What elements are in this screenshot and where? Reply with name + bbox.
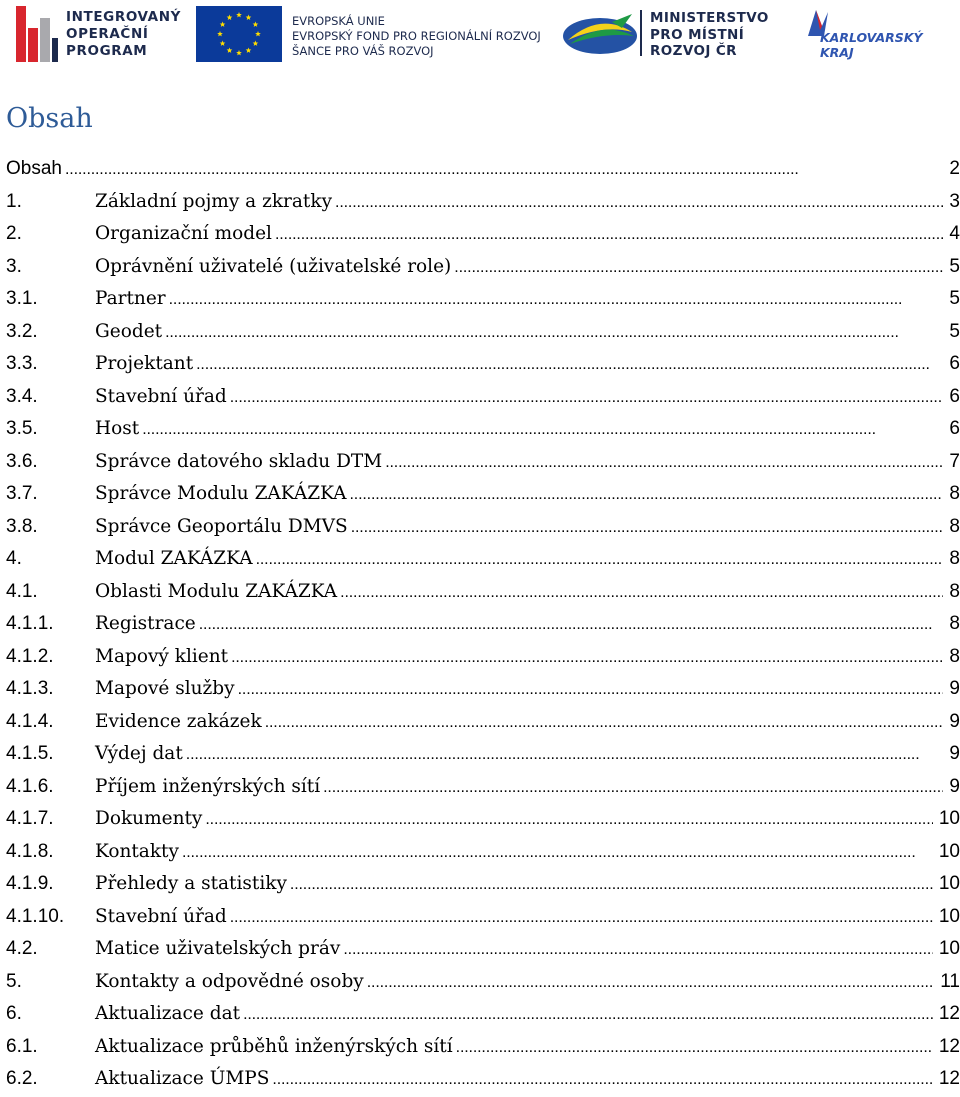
toc-dot-leader [65, 154, 943, 187]
toc-entry-number: 3. [6, 255, 22, 277]
toc-entry[interactable] [6, 998, 960, 1031]
toc-entry-number: 4. [6, 548, 22, 569]
toc-entry-number: 4.1.2. [6, 645, 54, 667]
toc-dot-leader [351, 512, 944, 545]
toc-dot-leader [205, 804, 932, 837]
toc-entry[interactable] [6, 446, 960, 479]
toc-entry-title: Správce Modulu ZAKÁZKA [95, 483, 347, 504]
toc-entry-page: 12 [938, 1068, 960, 1089]
toc-entry[interactable] [6, 608, 960, 641]
mmr-logo [560, 4, 795, 64]
toc-entry[interactable] [6, 218, 960, 251]
toc-entry-number: Obsah [6, 158, 62, 179]
iop-line-1: INTEGROVANÝ [66, 9, 181, 25]
toc-entry-page: 9 [949, 775, 960, 797]
toc-entry-number: 3.6. [6, 450, 38, 472]
toc-entry-title: Partner [95, 288, 166, 309]
toc-dot-leader [199, 609, 944, 642]
toc-entry[interactable] [6, 186, 960, 219]
toc-entry[interactable] [6, 153, 960, 186]
toc-entry-number: 5. [6, 970, 22, 992]
toc-entry-title: Projektant [95, 353, 194, 374]
toc-dot-leader [343, 934, 933, 967]
toc-entry[interactable] [6, 868, 960, 901]
toc-entry-title: Mapový klient [95, 645, 229, 667]
toc-dot-leader [454, 252, 943, 285]
toc-entry[interactable] [6, 478, 960, 511]
toc-entry[interactable] [6, 836, 960, 869]
toc-entry-title: Mapové služby [95, 678, 235, 699]
iop-line-2: OPERAČNÍ [66, 26, 149, 42]
toc-dot-leader [335, 187, 943, 220]
kk-line-2: KRAJ [820, 45, 854, 60]
toc-entry-number: 4.1.8. [6, 840, 54, 862]
toc-entry-title: Matice uživatelských práv [95, 938, 341, 959]
toc-entry-page: 6 [949, 418, 960, 439]
toc-entry-title: Příjem inženýrských sítí [95, 775, 321, 797]
toc-entry[interactable] [6, 316, 960, 349]
mmr-line-2: PRO MÍSTNÍ [650, 26, 745, 43]
toc-entry-page: 9 [949, 710, 960, 732]
iop-emblem-icon [14, 6, 58, 62]
eu-logo [196, 6, 546, 62]
toc-entry-title: Stavební úřad [95, 905, 227, 927]
toc-dot-leader [182, 837, 933, 870]
mmr-line-1: MINISTERSTVO [650, 10, 769, 26]
toc-entry-page: 5 [949, 320, 960, 342]
toc-entry-title: Geodet [95, 320, 163, 342]
eu-line-2: EVROPSKÝ FOND PRO REGIONÁLNÍ ROZVOJ [292, 29, 541, 43]
toc-entry-page: 8 [949, 483, 960, 504]
toc-entry-title: Modul ZAKÁZKA [95, 548, 253, 569]
eu-line-3: ŠANCE PRO VÁŠ ROZVOJ [292, 44, 434, 58]
toc-entry-page: 7 [949, 450, 960, 472]
toc-entry-title: Evidence zakázek [95, 710, 262, 732]
toc-entry-page: 12 [938, 1003, 960, 1024]
toc-dot-leader [275, 219, 943, 252]
toc-entry-title: Přehledy a statistiky [95, 873, 287, 894]
toc-entry-number: 4.1.7. [6, 808, 54, 829]
toc-entry[interactable] [6, 348, 960, 381]
toc-entry-title: Správce Geoportálu DMVS [95, 515, 348, 537]
table-of-contents [6, 153, 960, 1096]
toc-dot-leader [323, 772, 943, 805]
toc-entry-number: 3.8. [6, 515, 38, 537]
toc-entry[interactable] [6, 576, 960, 609]
page-title: Obsah [6, 103, 93, 134]
iop-line-3: PROGRAM [66, 43, 148, 59]
toc-entry[interactable] [6, 933, 960, 966]
toc-entry-number: 3.7. [6, 483, 38, 504]
toc-entry-number: 2. [6, 223, 22, 244]
toc-entry-number: 4.1.10. [6, 905, 65, 927]
toc-entry-page: 8 [949, 515, 960, 537]
toc-dot-leader [256, 544, 944, 577]
toc-entry[interactable] [6, 1063, 960, 1096]
toc-entry-number: 4.1.9. [6, 873, 54, 894]
toc-entry[interactable] [6, 803, 960, 836]
toc-entry-page: 12 [938, 1035, 960, 1057]
toc-entry-title: Organizační model [95, 223, 272, 244]
toc-entry-number: 4.1.5. [6, 743, 54, 764]
toc-entry-number: 3.1. [6, 288, 38, 309]
toc-dot-leader [367, 967, 935, 1000]
toc-entry-page: 10 [938, 840, 960, 862]
toc-entry-number: 4.1.3. [6, 678, 54, 699]
toc-entry-page: 10 [938, 938, 960, 959]
toc-dot-leader [385, 447, 943, 480]
mmr-emblem-icon [560, 6, 640, 62]
toc-entry[interactable] [6, 966, 960, 999]
toc-entry-number: 3.2. [6, 320, 38, 342]
toc-entry[interactable] [6, 283, 960, 316]
toc-entry[interactable] [6, 381, 960, 414]
toc-dot-leader [456, 1032, 933, 1065]
toc-entry-title: Oprávnění uživatelé (uživatelské role) [95, 255, 452, 277]
toc-entry-page: 11 [940, 970, 960, 992]
toc-entry-title: Kontakty a odpovědné osoby [95, 970, 364, 992]
toc-entry-number: 1. [6, 190, 22, 212]
toc-entry-number: 4.1.1. [6, 613, 54, 634]
toc-dot-leader [231, 642, 943, 675]
toc-entry-title: Host [95, 418, 140, 439]
toc-entry[interactable] [6, 771, 960, 804]
toc-dot-leader [340, 577, 943, 610]
toc-entry-number: 4.2. [6, 938, 38, 959]
toc-entry[interactable] [6, 706, 960, 739]
toc-entry[interactable] [6, 543, 960, 576]
toc-entry-number: 4.1.4. [6, 710, 54, 732]
toc-entry-number: 4.1.6. [6, 775, 54, 797]
toc-dot-leader [142, 414, 943, 447]
toc-entry-title: Registrace [95, 613, 196, 634]
eu-flag-icon [196, 6, 282, 62]
toc-entry-number: 4.1. [6, 580, 38, 602]
toc-entry-page: 2 [949, 158, 960, 179]
toc-entry-page: 8 [949, 548, 960, 569]
toc-dot-leader [238, 674, 944, 707]
toc-entry[interactable] [6, 251, 960, 284]
toc-dot-leader [350, 479, 944, 512]
toc-entry-page: 9 [949, 678, 960, 699]
toc-dot-leader [186, 739, 944, 772]
toc-entry-number: 6.1. [6, 1035, 38, 1057]
eu-line-1: EVROPSKÁ UNIE [292, 14, 385, 28]
toc-dot-leader [196, 349, 943, 382]
toc-entry-number: 6.2. [6, 1068, 38, 1089]
toc-entry-page: 5 [949, 255, 960, 277]
toc-dot-leader [169, 284, 944, 317]
toc-entry-number: 3.4. [6, 385, 38, 407]
toc-entry-number: 6. [6, 1003, 22, 1024]
kk-line-1: KARLOVARSKÝ [820, 30, 923, 45]
toc-dot-leader [265, 707, 944, 740]
toc-entry-page: 5 [949, 288, 960, 309]
toc-entry-page: 10 [938, 873, 960, 894]
toc-entry-title: Oblasti Modulu ZAKÁZKA [95, 580, 338, 602]
toc-entry-page: 10 [938, 905, 960, 927]
toc-entry-page: 3 [949, 190, 960, 212]
toc-entry-title: Základní pojmy a zkratky [95, 190, 333, 212]
toc-dot-leader [290, 869, 933, 902]
toc-entry-title: Výdej dat [95, 743, 183, 764]
toc-entry[interactable] [6, 1031, 960, 1064]
toc-entry[interactable] [6, 673, 960, 706]
toc-dot-leader [230, 902, 933, 935]
toc-entry-title: Stavební úřad [95, 385, 227, 407]
toc-dot-leader [230, 382, 944, 415]
toc-entry-page: 8 [949, 580, 960, 602]
toc-entry-title: Aktualizace dat [95, 1003, 241, 1024]
logo-header [0, 0, 960, 72]
toc-entry-page: 6 [949, 385, 960, 407]
toc-entry[interactable] [6, 901, 960, 934]
karlovarsky-kraj-logo [806, 8, 936, 66]
toc-entry-page: 4 [949, 223, 960, 244]
toc-entry[interactable] [6, 738, 960, 771]
toc-entry[interactable] [6, 511, 960, 544]
toc-dot-leader [272, 1064, 932, 1097]
toc-entry-title: Kontakty [95, 840, 179, 862]
toc-entry-page: 9 [949, 743, 960, 764]
toc-entry-page: 8 [949, 613, 960, 634]
toc-dot-leader [165, 317, 943, 350]
toc-entry-number: 3.5. [6, 418, 38, 439]
toc-entry-title: Aktualizace průběhů inženýrských sítí [95, 1035, 453, 1057]
toc-entry-page: 10 [938, 808, 960, 829]
toc-entry-page: 8 [949, 645, 960, 667]
toc-entry[interactable] [6, 413, 960, 446]
toc-entry[interactable] [6, 641, 960, 674]
mmr-line-3: ROZVOJ ČR [650, 43, 737, 59]
iop-logo [14, 6, 181, 62]
toc-dot-leader [243, 999, 933, 1032]
toc-entry-title: Dokumenty [95, 808, 203, 829]
toc-entry-number: 3.3. [6, 353, 38, 374]
toc-entry-title: Správce datového skladu DTM [95, 450, 383, 472]
toc-entry-title: Aktualizace ÚMPS [95, 1068, 270, 1089]
toc-entry-page: 6 [949, 353, 960, 374]
